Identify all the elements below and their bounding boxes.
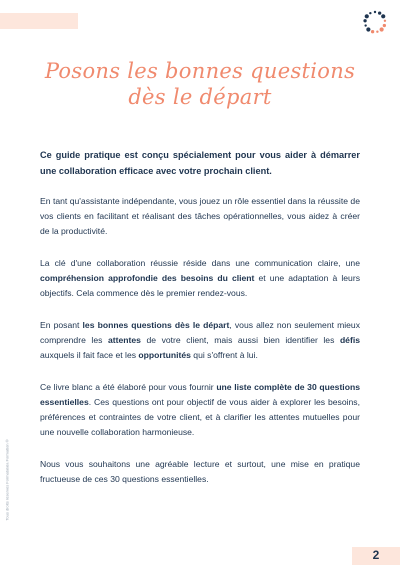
logo-dot: [376, 31, 378, 33]
copyright-side-note: Tous droits réservés Formatalala Formation ®: [4, 439, 10, 521]
paragraph-closing: Nous vous souhaitons une agréable lecture et surtout, une mise en pratique fructueuse de ces 30 questions essentielles.: [40, 459, 360, 484]
logo-dot: [363, 19, 366, 22]
page-title: [0, 58, 400, 110]
logo-dot: [371, 30, 374, 33]
page-title-line-2: dès le départ: [128, 85, 272, 109]
logo-dot: [381, 14, 385, 18]
brand-logo-icon: [361, 8, 389, 36]
logo-dot: [384, 20, 386, 22]
paragraph-role: En tant qu'assistante indépendante, vous jouez un rôle essentiel dans la réussite de vos clients en facilitant et réalisant des tâches opérationnelles, vous aidez à créer de la productivité.: [40, 196, 360, 236]
paragraph-key: La clé d'une collaboration réussie réside dans une communication claire, une compréhension approfondie des besoins du client et une adaptation à leurs objectifs. Cela commence dès le premier rendez-vous.: [40, 258, 360, 298]
page-number-box: [352, 547, 400, 565]
logo-dot: [383, 24, 386, 27]
logo-dot: [366, 27, 370, 31]
logo-dot: [369, 12, 371, 14]
page-title-line-1: Posons les bonnes questions: [44, 59, 356, 83]
header-accent-tab: [0, 13, 78, 29]
paragraph-whitepaper: Ce livre blanc a été élaboré pour vous fournir une liste complète de 30 questions essentielles. Ces questions ont pour objectif de vous aider à explorer les besoins, préférences et contraintes de votre client, et à clarifier les attentes mutuelles pour une nouvelle collaboration harmonieuse.: [40, 382, 360, 437]
paragraph-questions: En posant les bonnes questions dès le départ, vous allez non seulement mieux comprendre les attentes de votre client, mais aussi bien identifier les défis auxquels il fait face et les opportunités qui s'offrent à lui.: [40, 320, 361, 360]
lead-paragraph: Ce guide pratique est conçu spécialement pour vous aider à démarrer une collaboration efficace avec votre prochain client.: [40, 150, 360, 176]
logo-dot: [365, 14, 369, 18]
logo-dot: [374, 11, 376, 13]
intro-text: [40, 147, 360, 504]
logo-dot: [378, 12, 381, 15]
page-number: 2: [372, 548, 380, 562]
logo-dot: [364, 24, 366, 26]
logo-dot: [380, 27, 384, 31]
